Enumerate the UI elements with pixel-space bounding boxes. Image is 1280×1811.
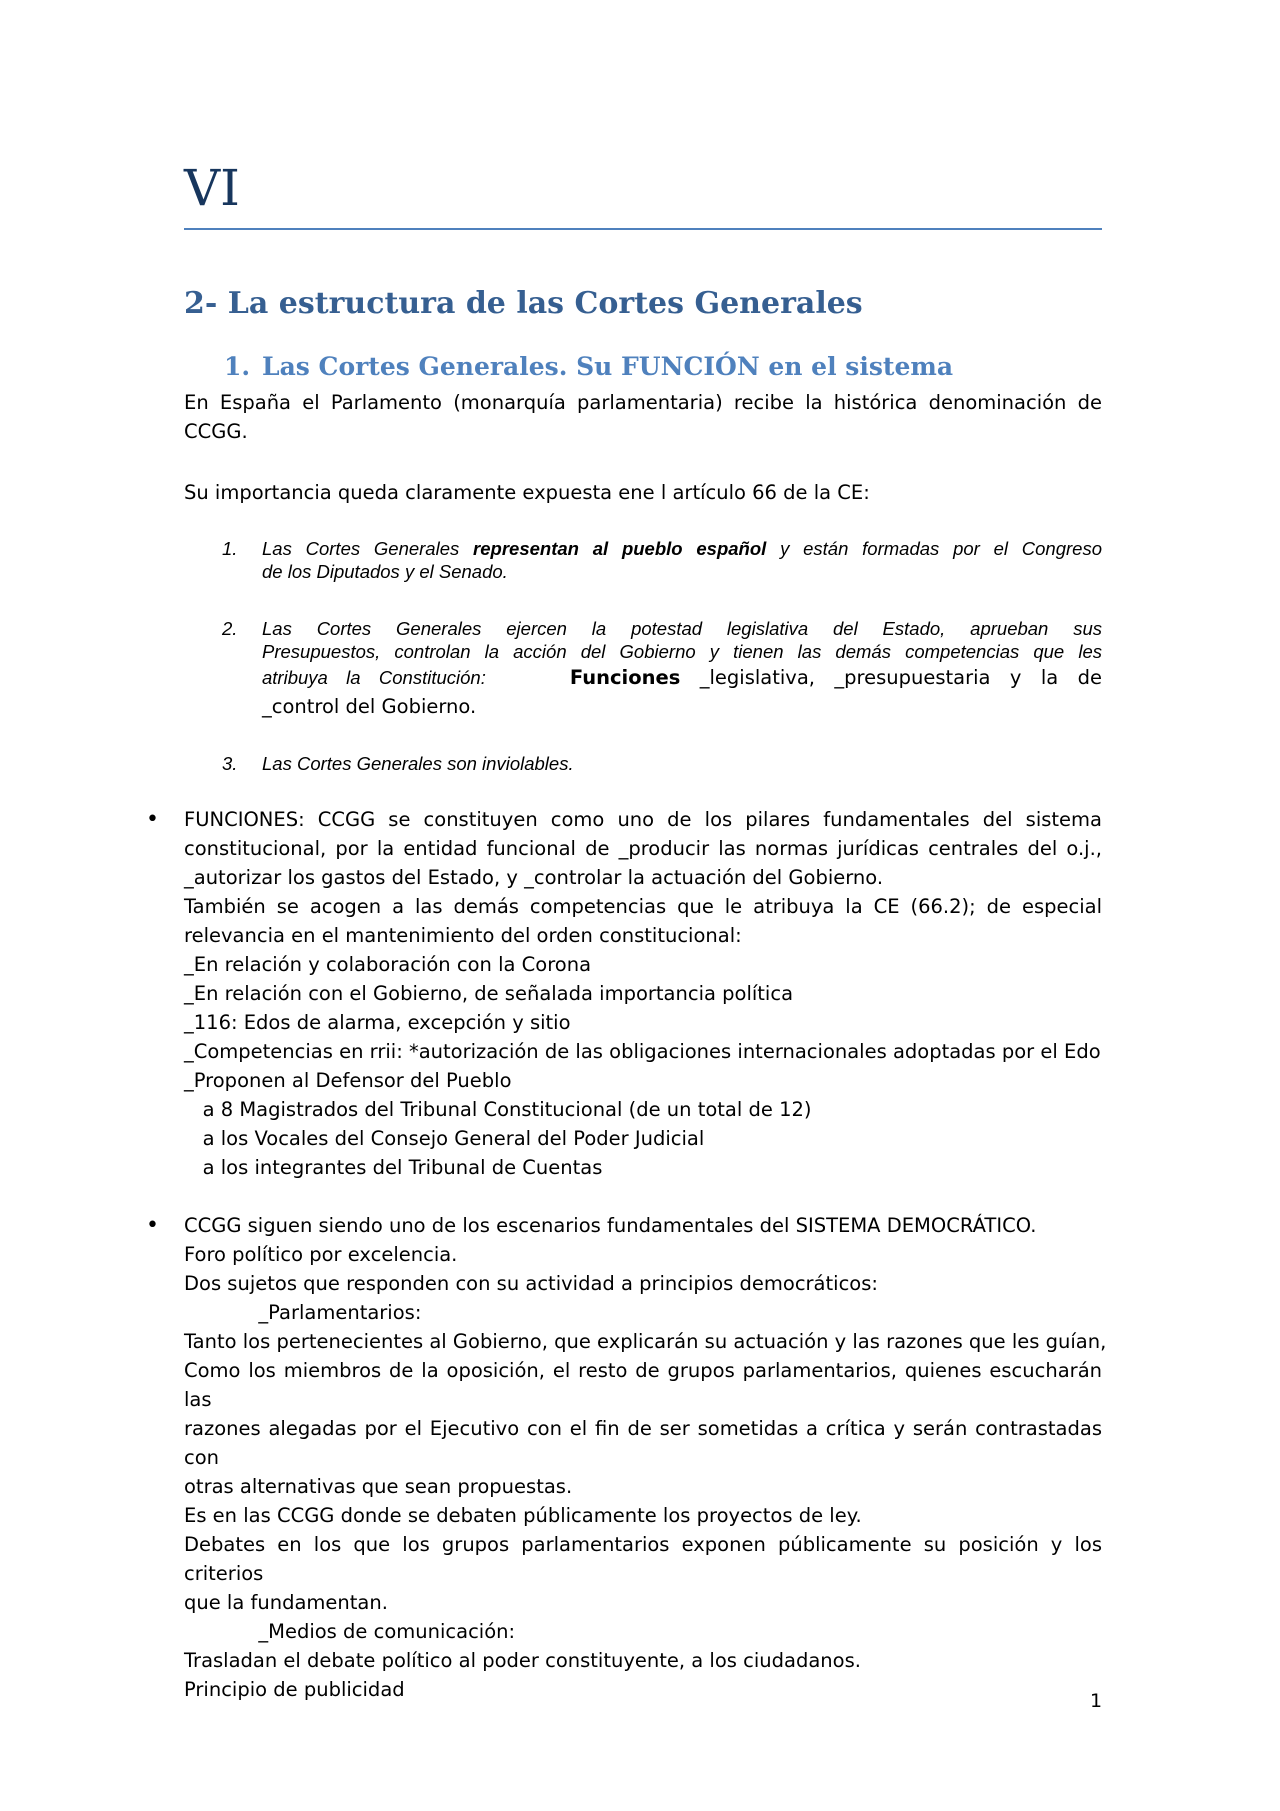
bullet-line: otras alternativas que sean propuestas. (184, 1475, 573, 1498)
intro-paragraph (184, 388, 1102, 446)
article-item-line: de los Diputados y el Senado. (262, 561, 508, 582)
bullet-line: constitucional, por la entidad funcional de _producir las normas jurídicas centrales del o.j., (184, 837, 1102, 860)
article-text: y están formadas por el Congreso (766, 538, 1103, 559)
bullet-line: _Proponen al Defensor del Pueblo (184, 1069, 512, 1092)
article-text: atribuya la Constitución: (262, 667, 486, 688)
bullet-line: _autorizar los gastos del Estado, y _controlar la actuación del Gobierno. (184, 866, 884, 889)
bullet-line: Tanto los pertenecientes al Gobierno, que explicarán su actuación y las razones que les guían, (184, 1330, 1107, 1353)
functions-label: Funciones (569, 666, 681, 689)
bullet-line: FUNCIONES: CCGG se constituyen como uno de los pilares fundamentales del sistema (184, 808, 1102, 831)
article-item-number: 2. (222, 618, 238, 639)
bullet-icon: • (146, 807, 159, 832)
article-item-3 (222, 752, 1102, 776)
bullet-line: razones alegadas por el Ejecutivo con el fin de ser sometidas a crítica y serán contrastadas con (184, 1417, 1102, 1469)
bullet-line: _Competencias en rrii: *autorización de las obligaciones internacionales adoptadas por el Edo (184, 1040, 1101, 1063)
bullet-line: CCGG siguen siendo uno de los escenarios fundamentales del SISTEMA DEMOCRÁTICO. (184, 1214, 1037, 1237)
bullet-line: Es en las CCGG donde se debaten públicamente los proyectos de ley. (184, 1504, 862, 1527)
page-number: 1 (1090, 1690, 1103, 1712)
bullet-line: Foro político por excelencia. (184, 1243, 458, 1266)
bullet-line: que la fundamentan. (184, 1591, 388, 1614)
bullet-line: Principio de publicidad (184, 1678, 405, 1701)
bullet-icon: • (146, 1213, 159, 1238)
subsection-heading (224, 350, 953, 384)
article-item-line (262, 537, 1102, 560)
article-item-line (262, 663, 1102, 693)
article-item-2 (222, 617, 1102, 727)
bullet-line: _Medios de comunicación: (184, 1620, 516, 1643)
article-item-1 (222, 537, 1102, 587)
bullet-line: a los Vocales del Consejo General del Poder Judicial (184, 1127, 705, 1150)
functions-list: _legislativa, _presupuestaria y la de (680, 666, 1102, 689)
article-item-number: 1. (222, 538, 238, 559)
bullet-line: relevancia en el mantenimiento del orden constitucional: (184, 924, 742, 947)
bullet-line: _En relación con el Gobierno, de señalada importancia política (184, 982, 794, 1005)
bullet-functions (184, 805, 1102, 1182)
intro-line: Su importancia queda claramente expuesta ene l artículo 66 de la CE: (184, 481, 870, 504)
article-item-number: 3. (222, 753, 238, 774)
article-item-line: Las Cortes Generales ejercen la potestad legislativa del Estado, aprueban sus (262, 618, 1102, 639)
article-emphasis: representan al pueblo español (473, 538, 767, 559)
article-item-line: _control del Gobierno. (262, 695, 477, 718)
intro-line: En España el Parlamento (monarquía parlamentaria) recibe la histórica denominación de (184, 391, 1102, 414)
bullet-line: a los integrantes del Tribunal de Cuentas (184, 1156, 603, 1179)
bullet-democratic-system (184, 1211, 1107, 1704)
intro-article-reference (184, 478, 1102, 507)
bullet-line: Trasladan el debate político al poder constituyente, a los ciudadanos. (184, 1649, 861, 1672)
title-underline (184, 228, 1102, 230)
bullet-line: Debates en los que los grupos parlamentarios exponen públicamente su posición y los criterios (184, 1533, 1102, 1585)
section-heading: 2- La estructura de las Cortes Generales (184, 286, 863, 321)
bullet-line: También se acogen a las demás competencias que le atribuya la CE (66.2); de especial (184, 895, 1102, 918)
bullet-line: _En relación y colaboración con la Corona (184, 953, 592, 976)
bullet-line: _116: Edos de alarma, excepción y sitio (184, 1011, 571, 1034)
subsection-number: 1. (224, 352, 251, 381)
article-item-line: Presupuestos, controlan la acción del Gobierno y tienen las demás competencias que les (262, 641, 1102, 662)
bullet-line: a 8 Magistrados del Tribunal Constitucional (de un total de 12) (184, 1098, 812, 1121)
article-text: Las Cortes Generales (262, 538, 474, 559)
article-item-line: Las Cortes Generales son inviolables. (262, 753, 574, 774)
subsection-title: Las Cortes Generales. Su FUNCIÓN en el sistema (262, 352, 954, 381)
bullet-line: Como los miembros de la oposición, el resto de grupos parlamentarios, quienes escucharán las (184, 1359, 1102, 1411)
document-title: VI (184, 159, 240, 217)
bullet-line: _Parlamentarios: (184, 1301, 422, 1324)
intro-line: CCGG. (184, 420, 248, 443)
bullet-line: Dos sujetos que responden con su actividad a principios democráticos: (184, 1272, 878, 1295)
